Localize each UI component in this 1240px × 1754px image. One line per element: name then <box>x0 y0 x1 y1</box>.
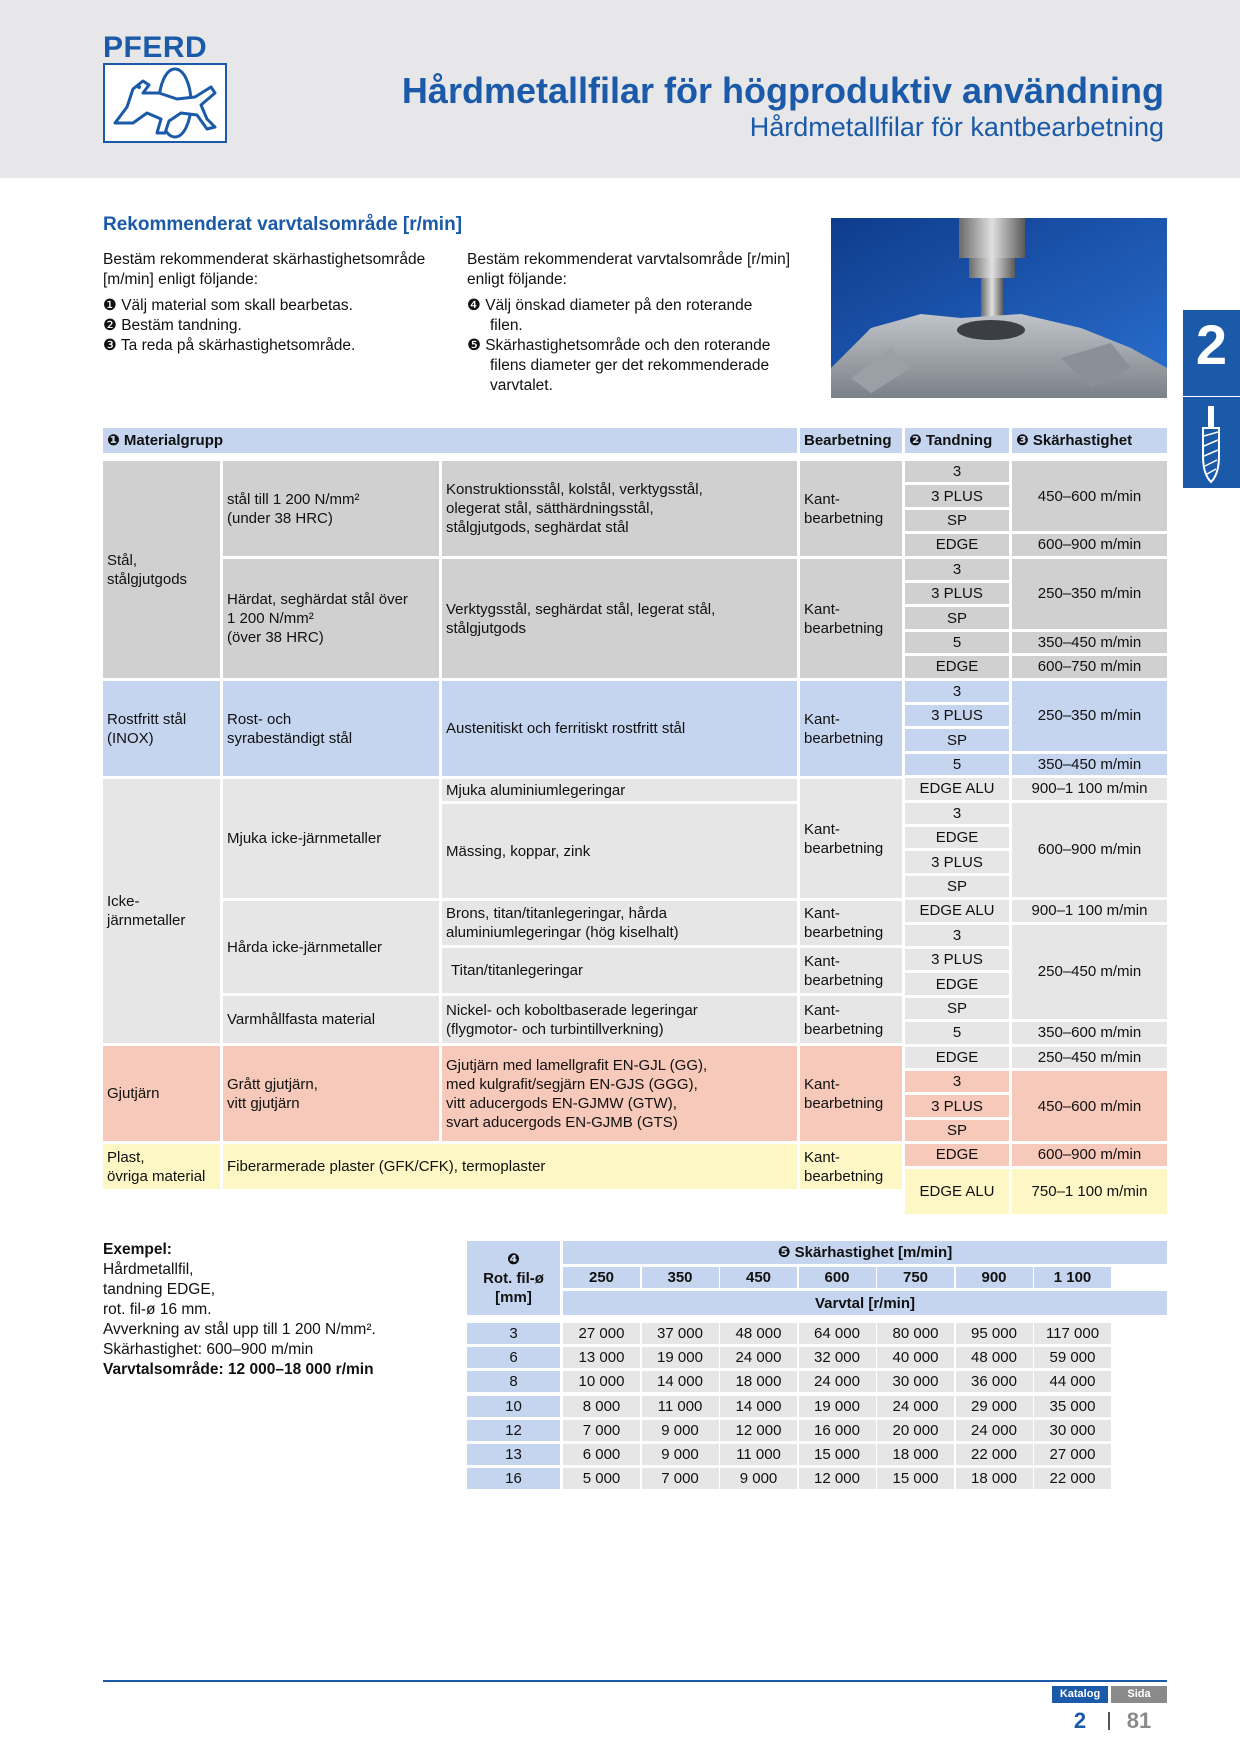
material-cell: Mjuka aluminiumlegeringar <box>442 779 797 801</box>
rpm-cell: 22 000 <box>956 1444 1033 1465</box>
speed-cell: 450–600 m/min <box>1012 461 1167 531</box>
rpm-cell: 59 000 <box>1034 1347 1111 1368</box>
diameter-cell: 3 <box>467 1323 560 1344</box>
subgroup-line: (över 38 HRC) <box>227 629 324 646</box>
processing-cell <box>800 901 902 945</box>
toothing-cell: 3 PLUS <box>905 1095 1009 1116</box>
subgroup-line: vitt gjutjärn <box>227 1094 300 1112</box>
toothing-cell: EDGE <box>905 534 1009 555</box>
speed-col-header: 350 <box>642 1267 719 1288</box>
rpm-cell: 10 000 <box>563 1371 640 1392</box>
intro-left <box>103 250 463 356</box>
rpm-cell: 6 000 <box>563 1444 640 1465</box>
processing-line: bearbetning <box>804 1020 884 1038</box>
speed-cell: 750–1 100 m/min <box>1012 1169 1167 1214</box>
material-line: Gjutjärn med lamellgrafit EN-GJL (GG), <box>446 1056 708 1074</box>
speed-cell: 250–350 m/min <box>1012 681 1167 751</box>
processing-line: Kant- <box>804 490 840 508</box>
processing-line: bearbetning <box>804 839 884 857</box>
subgroup: Hårda icke-järnmetaller <box>223 901 439 993</box>
diameter-cell: 13 <box>467 1444 560 1465</box>
toothing-cell: SP <box>905 1120 1009 1141</box>
subgroup <box>223 461 439 556</box>
toothing-cell: EDGE <box>905 827 1009 848</box>
toothing-cell: EDGE ALU <box>905 1169 1009 1214</box>
speed-cell: 350–450 m/min <box>1012 754 1167 775</box>
group-label: Plast, <box>107 1148 145 1166</box>
rpm-cell: 30 000 <box>1034 1420 1111 1441</box>
group-plastic <box>103 1144 220 1189</box>
toothing-cell: 3 <box>905 461 1009 482</box>
rpm-cell: 18 000 <box>956 1468 1033 1489</box>
processing-cell <box>800 1144 902 1189</box>
speed-col-header: 450 <box>720 1267 797 1288</box>
speed-col-header: 250 <box>563 1267 640 1288</box>
example-line: Skärhastighet: 600–900 m/min <box>103 1341 314 1358</box>
rpm-cell: 64 000 <box>799 1323 876 1344</box>
toothing-cell: EDGE <box>905 656 1009 677</box>
material-line: Konstruktionsstål, kolstål, verktygsstål, <box>446 481 703 498</box>
toothing-cell: SP <box>905 876 1009 897</box>
subgroup: Mjuka icke-järnmetaller <box>223 779 439 898</box>
toothing-cell: 5 <box>905 632 1009 653</box>
toothing-cell: 3 PLUS <box>905 583 1009 604</box>
subgroup: Varmhållfasta material <box>223 996 439 1043</box>
speed-header: ❺ Skärhastighet [m/min] <box>563 1241 1167 1264</box>
processing-line: Kant- <box>804 905 840 922</box>
diameter-cell: 8 <box>467 1371 560 1392</box>
material-line: Brons, titan/titanlegeringar, hårda <box>446 905 667 922</box>
step-3: ❸ Ta reda på skärhastighetsområde. <box>103 337 356 354</box>
material-line: vitt aducergods EN-GJMW (GTW), <box>446 1094 677 1112</box>
processing-line: bearbetning <box>804 729 884 747</box>
step-4-cont: filen. <box>490 317 523 334</box>
rpm-cell: 48 000 <box>956 1347 1033 1368</box>
material-line: stålgjutgods <box>446 619 527 637</box>
brand-name: PFERD <box>103 31 208 64</box>
speed-col-header: 1 100 <box>1034 1267 1111 1288</box>
rpm-cell: 19 000 <box>642 1347 719 1368</box>
rpm-cell: 12 000 <box>720 1420 797 1441</box>
group-castiron: Gjutjärn <box>103 1046 220 1141</box>
rpm-cell: 30 000 <box>877 1371 954 1392</box>
col-header-materialgrupp: ❶ Materialgrupp <box>103 428 797 453</box>
rpm-cell: 12 000 <box>799 1468 876 1489</box>
example-result: Varvtalsområde: 12 000–18 000 r/min <box>103 1361 374 1378</box>
diameter-cell: 12 <box>467 1420 560 1441</box>
rpm-cell: 48 000 <box>720 1323 797 1344</box>
speed-cell: 900–1 100 m/min <box>1012 900 1167 921</box>
processing-line: bearbetning <box>804 1094 884 1112</box>
rpm-cell: 11 000 <box>642 1396 719 1417</box>
processing-line: bearbetning <box>804 1167 884 1185</box>
toothing-cell: 3 PLUS <box>905 851 1009 872</box>
footer-numbers <box>1052 1706 1167 1734</box>
toothing-cell: 5 <box>905 754 1009 775</box>
group-label: Stål, <box>107 551 138 569</box>
processing-cell <box>800 779 902 898</box>
material-cell <box>442 559 797 678</box>
rpm-cell: 15 000 <box>877 1468 954 1489</box>
material-cell <box>442 996 797 1043</box>
subgroup-line: Grått gjutjärn, <box>227 1075 318 1093</box>
section-title: Rekommenderat varvtalsområde [r/min] <box>103 214 463 235</box>
processing-line: Kant- <box>804 820 840 838</box>
speed-col-header: 750 <box>877 1267 954 1288</box>
footer-line <box>103 1680 1167 1682</box>
rpm-cell: 7 000 <box>642 1468 719 1489</box>
chapter-number: 2 <box>1195 313 1228 376</box>
rpm-col-header-line: Rot. fil-ø <box>483 1269 544 1287</box>
example-box <box>103 1240 463 1380</box>
material-cell: Mässing, koppar, zink <box>442 804 797 898</box>
product-photo <box>831 218 1167 398</box>
material-cell <box>442 1046 797 1141</box>
subgroup-line: Härdat, seghärdat stål över <box>227 591 408 608</box>
processing-cell <box>800 461 902 556</box>
example-title: Exempel: <box>103 1241 172 1258</box>
material-line: (flygmotor- och turbintillverkning) <box>446 1020 664 1038</box>
footer-labels <box>1052 1686 1167 1703</box>
rpm-col-header-line: ❹ <box>507 1250 520 1268</box>
intro-right <box>467 250 827 396</box>
processing-line: Kant- <box>804 1075 840 1093</box>
processing-line: Kant- <box>804 1148 840 1166</box>
rpm-cell: 24 000 <box>956 1420 1033 1441</box>
subgroup-line: stål till 1 200 N/mm² <box>227 490 360 508</box>
group-steel <box>103 461 220 678</box>
intro-right-line: enligt följande: <box>467 271 567 288</box>
rpm-cell: 24 000 <box>720 1347 797 1368</box>
example-line: Hårdmetallfil, <box>103 1261 194 1278</box>
processing-cell <box>800 948 902 993</box>
subgroup-line: syrabeständigt stål <box>227 729 353 747</box>
processing-line: bearbetning <box>804 619 884 637</box>
example-line: tandning EDGE, <box>103 1281 216 1298</box>
diameter-cell: 6 <box>467 1347 560 1368</box>
chapter-tab <box>1183 310 1240 488</box>
intro-left-line: [m/min] enligt följande: <box>103 271 259 288</box>
material-cell: Titan/titanlegeringar <box>442 948 797 993</box>
toothing-cell: 3 PLUS <box>905 705 1009 726</box>
material-line: Verktygsstål, seghärdat stål, legerat stål, <box>446 600 716 618</box>
group-label: stålgjutgods <box>107 570 188 588</box>
example-line: Avverkning av stål upp till 1 200 N/mm². <box>103 1321 376 1338</box>
speed-cell: 900–1 100 m/min <box>1012 778 1167 799</box>
col-header-skarhastighet: ❸ Skärhastighet <box>1012 428 1167 453</box>
step-5-cont: filens diameter ger det rekommenderade <box>490 357 770 374</box>
toothing-cell: SP <box>905 510 1009 531</box>
rpm-cell: 9 000 <box>720 1468 797 1489</box>
material-line: stålgjutgods, seghärdat stål <box>446 519 629 536</box>
example-line: rot. fil-ø 16 mm. <box>103 1301 212 1318</box>
katalog-number: 2 <box>1073 1707 1087 1733</box>
katalog-label: Katalog <box>1052 1686 1108 1703</box>
toothing-cell: SP <box>905 607 1009 628</box>
toothing-cell: 3 <box>905 1071 1009 1092</box>
material-cell <box>442 461 797 556</box>
rpm-cell: 35 000 <box>1034 1396 1111 1417</box>
intro-left-line: Bestäm rekommenderat skärhastighetsområde <box>103 251 426 268</box>
rpm-cell: 13 000 <box>563 1347 640 1368</box>
toothing-cell: EDGE ALU <box>905 900 1009 921</box>
speed-cell: 350–450 m/min <box>1012 632 1167 653</box>
subgroup-line: 1 200 N/mm² <box>227 610 314 627</box>
toothing-cell: EDGE <box>905 973 1009 994</box>
subgroup <box>223 1046 439 1141</box>
rpm-cell: 95 000 <box>956 1323 1033 1344</box>
sida-number: 81 <box>1126 1707 1152 1733</box>
rpm-cell: 11 000 <box>720 1444 797 1465</box>
rpm-cell: 20 000 <box>877 1420 954 1441</box>
material-line: med kulgrafit/segjärn EN-GJS (GGG), <box>446 1075 698 1093</box>
material-line: aluminiumlegeringar (hög kiselhalt) <box>446 924 679 941</box>
group-nonferrous: Icke-järnmetaller <box>103 779 220 1043</box>
col-header-bearbetning: Bearbetning <box>800 428 902 453</box>
horse-logo-icon <box>103 63 227 143</box>
rpm-cell: 8 000 <box>563 1396 640 1417</box>
group-inox: Rostfritt stål (INOX) <box>103 681 220 776</box>
speed-cell: 600–900 m/min <box>1012 534 1167 555</box>
step-5-cont: varvtalet. <box>490 377 553 394</box>
speed-cell: 600–750 m/min <box>1012 656 1167 677</box>
diameter-cell: 16 <box>467 1468 560 1489</box>
pferd-logo <box>103 31 227 142</box>
rpm-cell: 29 000 <box>956 1396 1033 1417</box>
page-subtitle: Hårdmetallfilar för kantbearbetning <box>749 112 1164 142</box>
tab-divider <box>1183 396 1240 397</box>
processing-line: Kant- <box>804 952 840 970</box>
rpm-cell: 7 000 <box>563 1420 640 1441</box>
rpm-cell: 80 000 <box>877 1323 954 1344</box>
toothing-cell: 3 <box>905 559 1009 580</box>
rpm-cell: 44 000 <box>1034 1371 1111 1392</box>
material-line: Nickel- och koboltbaserade legeringar <box>446 1001 698 1019</box>
processing-line: bearbetning <box>804 971 884 989</box>
rpm-col-header-line: [mm] <box>495 1288 532 1306</box>
rpm-cell: 15 000 <box>799 1444 876 1465</box>
toothing-cell: EDGE <box>905 1144 1009 1165</box>
rpm-cell: 14 000 <box>720 1396 797 1417</box>
sida-label: Sida <box>1111 1686 1167 1703</box>
toothing-cell: SP <box>905 729 1009 750</box>
speed-cell: 250–350 m/min <box>1012 559 1167 629</box>
diameter-cell: 10 <box>467 1396 560 1417</box>
processing-cell <box>800 559 902 678</box>
speed-cell: 250–450 m/min <box>1012 925 1167 1020</box>
rpm-cell: 19 000 <box>799 1396 876 1417</box>
speed-cell: 600–900 m/min <box>1012 803 1167 898</box>
burr-tool-icon <box>1197 406 1225 486</box>
subgroup: Fiberarmerade plaster (GFK/CFK), termoplaster <box>223 1144 797 1189</box>
page-title: Hårdmetallfilar för högproduktiv användning <box>401 70 1164 111</box>
material-cell <box>442 901 797 945</box>
step-1: ❶ Välj material som skall bearbetas. <box>103 297 353 314</box>
rpm-cell: 117 000 <box>1034 1323 1111 1344</box>
rpm-cell: 18 000 <box>720 1371 797 1392</box>
material-line: olegerat stål, sätthärdningsstål, <box>446 500 654 517</box>
toothing-cell: 3 PLUS <box>905 485 1009 506</box>
rpm-cell: 27 000 <box>563 1323 640 1344</box>
rpm-cell: 14 000 <box>642 1371 719 1392</box>
rpm-cell: 9 000 <box>642 1444 719 1465</box>
rpm-cell: 27 000 <box>1034 1444 1111 1465</box>
material-cell: Austenitiskt och ferritiskt rostfritt stål <box>442 681 797 776</box>
toothing-cell: 3 <box>905 925 1009 946</box>
rpm-cell: 32 000 <box>799 1347 876 1368</box>
speed-cell: 350–600 m/min <box>1012 1022 1167 1043</box>
burr-machining-image <box>831 218 1167 398</box>
processing-cell <box>800 996 902 1043</box>
rpm-cell: 24 000 <box>877 1396 954 1417</box>
processing-line: Kant- <box>804 710 840 728</box>
rpm-cell: 22 000 <box>1034 1468 1111 1489</box>
speed-cell: 600–900 m/min <box>1012 1144 1167 1165</box>
toothing-cell: 5 <box>905 1022 1009 1043</box>
group-label: övriga material <box>107 1167 206 1185</box>
toothing-cell: 3 PLUS <box>905 949 1009 970</box>
col-header-tandning: ❷ Tandning <box>905 428 1009 453</box>
rpm-cell: 36 000 <box>956 1371 1033 1392</box>
toothing-cell: EDGE <box>905 1047 1009 1068</box>
processing-line: Kant- <box>804 1001 840 1019</box>
rpm-cell: 18 000 <box>877 1444 954 1465</box>
speed-col-header: 600 <box>799 1267 876 1288</box>
subgroup <box>223 681 439 776</box>
rpm-label: Varvtal [r/min] <box>563 1291 1167 1315</box>
processing-line: bearbetning <box>804 924 884 941</box>
processing-line: Kant- <box>804 600 840 618</box>
toothing-cell: 3 <box>905 681 1009 702</box>
speed-cell: 450–600 m/min <box>1012 1071 1167 1141</box>
footer-separator <box>1108 1712 1110 1730</box>
rpm-cell: 37 000 <box>642 1323 719 1344</box>
speed-cell: 250–450 m/min <box>1012 1047 1167 1068</box>
material-line: svart aducergods EN-GJMB (GTS) <box>446 1113 678 1131</box>
rpm-cell: 5 000 <box>563 1468 640 1489</box>
toothing-cell: SP <box>905 998 1009 1019</box>
step-2: ❷ Bestäm tandning. <box>103 317 242 334</box>
speed-col-header: 900 <box>956 1267 1033 1288</box>
subgroup-line: Rost- och <box>227 710 292 728</box>
toothing-cell: EDGE ALU <box>905 778 1009 799</box>
material-speed-table <box>103 428 1167 1212</box>
rpm-cell: 16 000 <box>799 1420 876 1441</box>
rpm-cell: 9 000 <box>642 1420 719 1441</box>
processing-cell <box>800 1046 902 1141</box>
step-4: ❹ Välj önskad diameter på den roterande <box>467 297 753 314</box>
rpm-cell: 40 000 <box>877 1347 954 1368</box>
rpm-col-header <box>467 1241 560 1315</box>
step-5: ❺ Skärhastighetsområde och den roterande <box>467 337 771 354</box>
toothing-cell: 3 <box>905 803 1009 824</box>
processing-cell <box>800 681 902 776</box>
intro-right-line: Bestäm rekommenderat varvtalsområde [r/min] <box>467 251 791 268</box>
rpm-cell: 24 000 <box>799 1371 876 1392</box>
subgroup <box>223 559 439 678</box>
processing-line: bearbetning <box>804 509 884 527</box>
subgroup-line: (under 38 HRC) <box>227 509 333 527</box>
